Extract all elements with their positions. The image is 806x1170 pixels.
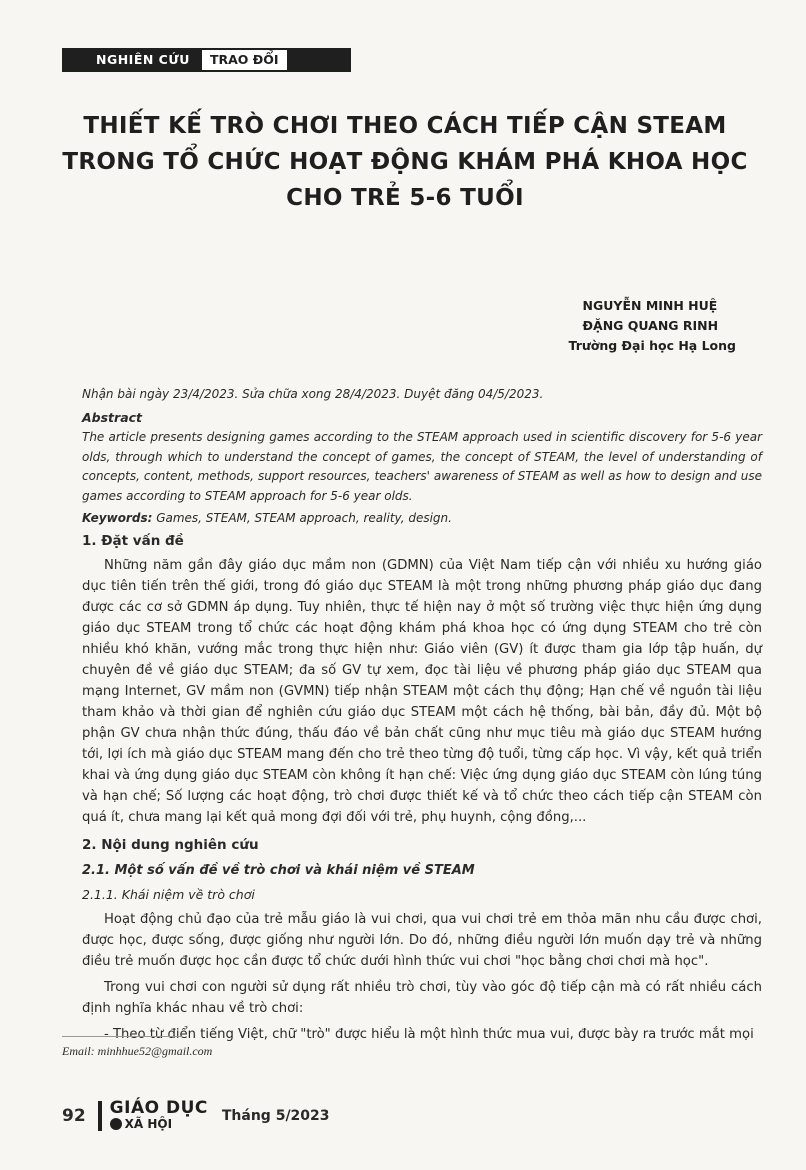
journal-name-line-2: XÃ HỘI <box>124 1117 173 1131</box>
submission-dates: Nhận bài ngày 23/4/2023. Sửa chữa xong 28/4/2023. Duyệt đăng 04/5/2023. <box>82 387 544 401</box>
section-2-paragraph-2: Trong vui chơi con người sử dụng rất nhiều trò chơi, tùy vào góc độ tiếp cận mà có rất nhiều cách định nghĩa khác nhau về trò chơi: <box>82 980 762 1016</box>
author-email: Email: minhhue52@gmail.com <box>62 1044 213 1058</box>
title-line-3: CHO TRẺ 5-6 TUỔI <box>286 185 524 211</box>
issue-date: Tháng 5/2023 <box>221 1108 330 1124</box>
section-tag-bar <box>289 48 351 72</box>
journal-name-line-1: GIÁO DỤC <box>109 1098 208 1118</box>
section-label: NGHIÊN CỨU <box>62 48 200 72</box>
footnote-rule <box>62 1036 182 1037</box>
affiliation: Trường Đại học Hạ Long <box>568 338 736 353</box>
keywords-label: Keywords: <box>82 511 153 525</box>
page-number: 92 <box>62 1106 86 1126</box>
section-2-heading: 2. Nội dung nghiên cứu <box>82 837 259 853</box>
abstract-text: The article presents designing games according to the STEAM approach used in scientific discovery for 5-6 year olds, through which to understand the concept of games, the concept of STEAM, the level of understanding of concepts, content, methods, support resources, teachers' awareness of STEAM as well as how to design and use games according to STEAM approach for 5-6 year olds. <box>82 430 762 503</box>
page-footer <box>62 1100 330 1132</box>
keywords <box>82 508 762 529</box>
subsection-2-1-1-heading: 2.1.1. Khái niệm về trò chơi <box>82 887 255 902</box>
author-1: NGUYỄN MINH HUỆ <box>582 298 718 313</box>
section-1-heading: 1. Đặt vấn đề <box>82 533 184 549</box>
section-2-paragraph-3: - Theo từ điển tiếng Việt, chữ "trò" được hiểu là một hình thức mua vui, được bày ra trước mắt mọi <box>104 1027 754 1042</box>
title-line-1: THIẾT KẾ TRÒ CHƠI THEO CÁCH TIẾP CẬN STEAM <box>83 113 727 139</box>
journal-name-line-2-wrap <box>110 1116 208 1132</box>
section-tag <box>62 48 351 72</box>
article-title <box>60 108 750 216</box>
article-body <box>82 384 762 1045</box>
author-block <box>569 296 736 356</box>
author-2: ĐẶNG QUANG RINH <box>582 318 719 333</box>
title-line-2: TRONG TỔ CHỨC HOẠT ĐỘNG KHÁM PHÁ KHOA HỌC <box>62 149 748 175</box>
section-1-paragraph: Những năm gần đây giáo dục mầm non (GDMN) của Việt Nam tiếp cận với nhiều xu hướng giáo dục tiên tiến trên thế giới, trong đó giáo dục STEAM là một trong những phương pháp giáo dục đang được các cơ sở GDMN áp dụng. Tuy nhiên, thực tế hiện nay ở một số trường việc thực hiện ứng dụng giáo dục STEAM trong tổ chức các hoạt động khám phá khoa học có ứng dụng STEAM cho trẻ còn nhiều khó khăn, vướng mắc trong thực hiện như: Giáo viên (GV) ít được tham gia lớp tập huấn, dự chuyên đề về giáo dục STEAM; đa số GV tự xem, đọc tài liệu về phương pháp giáo dục STEAM qua mạng Internet, GV mầm non (GVMN) tiếp nhận STEAM một cách thụ động; Hạn chế về nguồn tài liệu tham khảo và thời gian để nghiên cứu giáo dục STEAM một cách hệ thống, bài bản, đầy đủ. Một bộ phận GV chưa nhận thức đúng, thấu đáo về bản chất cũng như mục tiêu mà giáo dục STEAM hướng tới, lợi ích mà giáo dục STEAM mang đến cho trẻ theo từng độ tuổi, từng cấp học. Vì vậy, kết quả triển khai và ứng dụng giáo dục STEAM còn không ít hạn chế: Việc ứng dụng giáo dục STEAM còn lúng túng và hạn chế; Số lượng các hoạt động, trò chơi được thiết kế và tổ chức theo cách tiếp cận STEAM còn quá ít, chưa mang lại kết quả mong đợi đối với trẻ, phụ huynh, cộng đồng,... <box>82 558 762 825</box>
abstract-heading: Abstract <box>82 410 143 425</box>
subsection-2-1-heading: 2.1. Một số vấn đề về trò chơi và khái niệm về STEAM <box>82 863 475 878</box>
journal-logo <box>110 1100 208 1132</box>
footer-divider <box>98 1101 102 1131</box>
logo-dot-icon <box>110 1118 122 1130</box>
subsection-label: TRAO ĐỔI <box>200 48 289 72</box>
keywords-text: Games, STEAM, STEAM approach, reality, design. <box>152 511 452 525</box>
section-2-paragraph-1: Hoạt động chủ đạo của trẻ mẫu giáo là vui chơi, qua vui chơi trẻ em thỏa mãn nhu cầu được chơi, được học, được sống, được giống như người lớn. Do đó, những điều người lớn muốn dạy trẻ và những điều trẻ muốn được học cần được tổ chức dưới hình thức vui chơi "học bằng chơi chơi mà học". <box>82 912 762 969</box>
